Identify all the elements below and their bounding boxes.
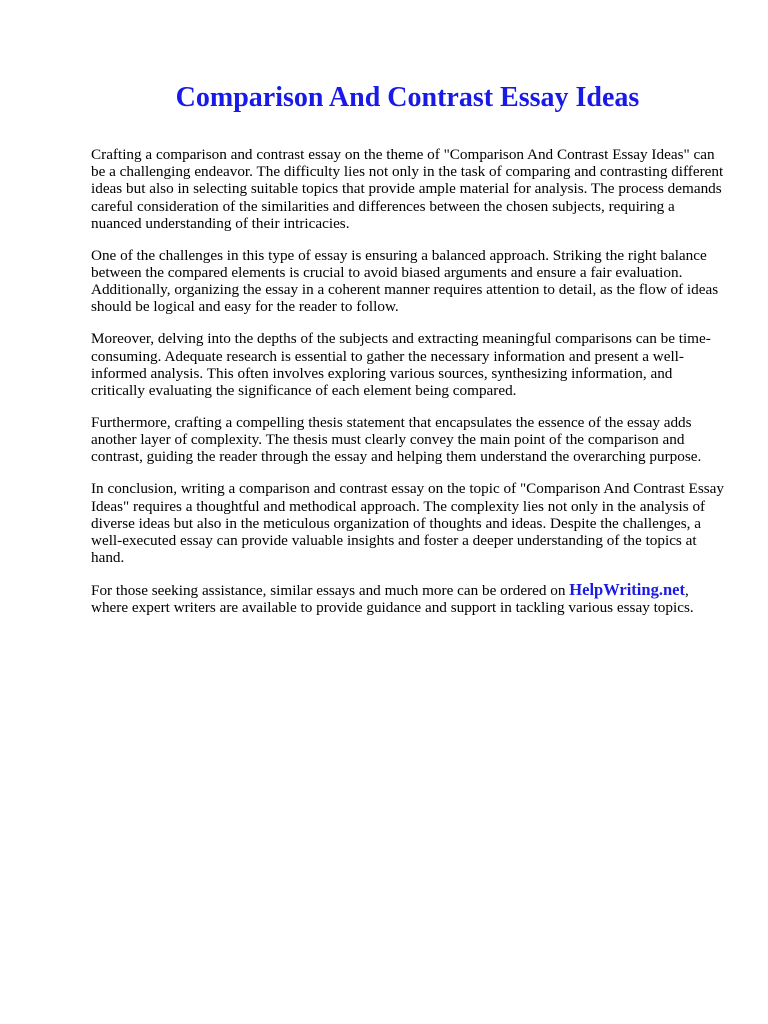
helpwriting-link[interactable]: HelpWriting.net [569, 580, 685, 600]
document-title: Comparison And Contrast Essay Ideas [175, 82, 640, 113]
closing-text-before-link: For those seeking assistance, similar essays and much more can be ordered on [91, 582, 570, 600]
paragraph-closing [91, 581, 725, 616]
closing-text-after-link: , where expert writers are available to provide guidance and support in tackling various essay topics. [91, 582, 694, 617]
document-body [91, 146, 725, 631]
paragraph-research: Moreover, delving into the depths of the subjects and extracting meaningful comparisons can be time-consuming. Adequate research is essential to gather the necessary information and present a well-informed analysis. This often involves exploring various sources, synthesizing information, and critically evaluating the significance of each element being compared. [91, 330, 711, 400]
paragraph-balance: One of the challenges in this type of essay is ensuring a balanced approach. Striking the right balance between the compared elements is crucial to avoid biased arguments and ensure a fair evaluation. Additionally, organizing the essay in a coherent manner requires attention to detail, as the flow of ideas should be logical and easy for the reader to follow. [91, 246, 719, 316]
paragraph-intro: Crafting a comparison and contrast essay on the theme of "Comparison And Contrast Essay Ideas" can be a challenging endeavor. The difficulty lies not only in the task of comparing and contrasting different ideas but also in selecting suitable topics that provide ample material for analysis. The process demands careful consideration of the similarities and differences between the chosen subjects, requiring a nuanced understanding of their intricacies. [91, 146, 724, 232]
paragraph-thesis: Furthermore, crafting a compelling thesis statement that encapsulates the essence of the essay adds another layer of complexity. The thesis must clearly convey the main point of the comparison and contrast, guiding the reader through the essay and helping them understand the overarching purpose. [91, 414, 702, 466]
paragraph-conclusion: In conclusion, writing a comparison and contrast essay on the topic of "Comparison And Contrast Essay Ideas" requires a thoughtful and methodical approach. The complexity lies not only in the analysis of diverse ideas but also in the meticulous organization of thoughts and ideas. Despite the challenges, a well-executed essay can provide valuable insights and foster a deeper understanding of the topics at hand. [91, 480, 724, 567]
